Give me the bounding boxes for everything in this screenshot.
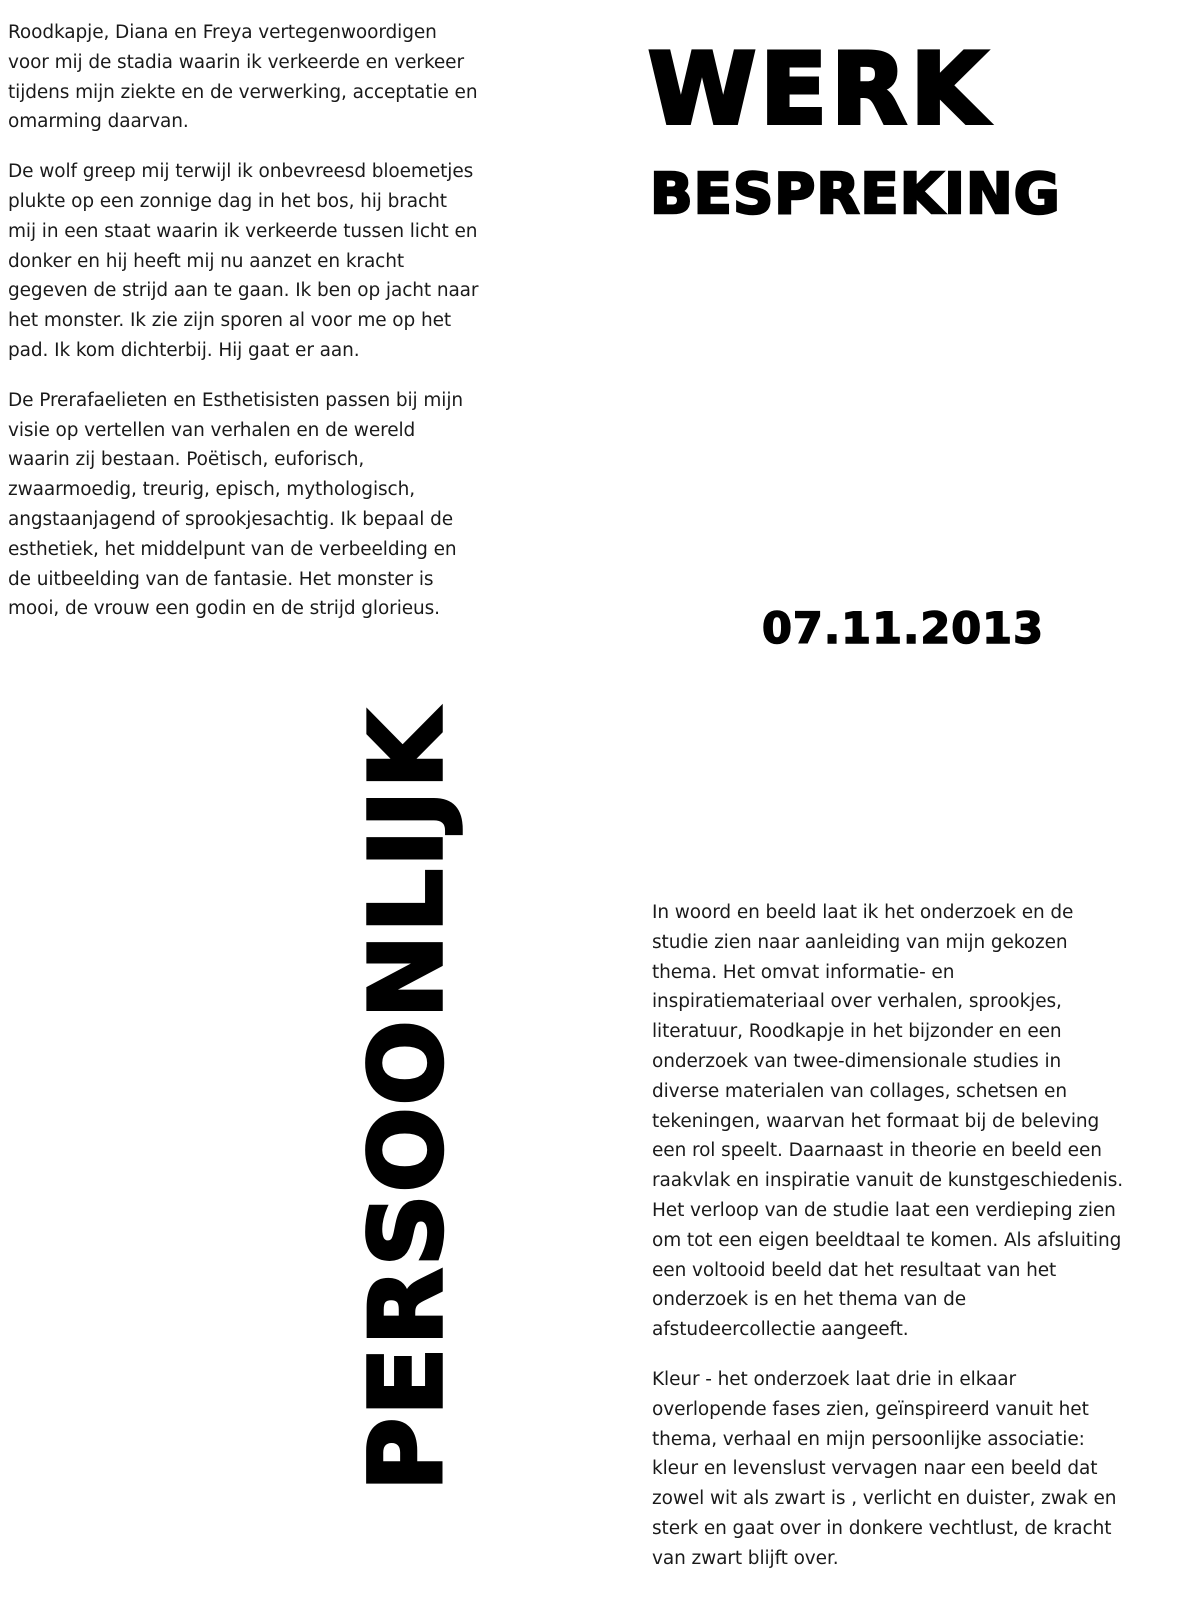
vertical-title-container [348, 640, 465, 1560]
right-paragraph-1: In woord en beeld laat ik het onderzoek en de studie zien naar aanleiding van mijn gekozen thema. Het omvat informatie- en inspiratiemateriaal over verhalen, sprookjes, literatuur, Roodkapje in het bijzonder en een onderzoek van twee-dimensionale studies in diverse materialen van collages, schetsen en tekeningen, waarvan het formaat bij de beleving een rol speelt. Daarnaast in theorie en beeld een raakvlak en inspiratie vanuit de kunstgeschiedenis. Het verloop van de studie laat een verdieping zien om tot een eigen beeldtaal te komen. Als afsluiting een voltooid beeld dat het resultaat van het onderzoek is en het thema van de afstudeercollectie aangeeft. [652, 902, 1124, 1341]
document-date: 07.11.2013 [762, 604, 1045, 654]
left-paragraph-1: Roodkapje, Diana en Freya vertegenwoordigen voor mij de stadia waarin ik verkeerde en verkeer tijdens mijn ziekte en de verwerking, acceptatie en omarming daarvan. [8, 22, 478, 133]
left-text-column [8, 18, 480, 644]
left-paragraph-3: De Prerafaelieten en Esthetisisten passen bij mijn visie op vertellen van verhalen en de wereld waarin zij bestaan. Poëtisch, euforisch, zwaarmoedig, treurig, episch, mythologisch, angstaanjagend of sprookjesachtig. Ik bepaal de esthetiek, het middelpunt van de verbeelding en de uitbeelding van de fantasie. Het monster is mooi, de vrouw een godin en de strijd glorieus. [8, 389, 463, 620]
right-paragraph-2: Kleur - het onderzoek laat drie in elkaar overlopende fases zien, geïnspireerd vanuit het thema, verhaal en mijn persoonlijke associatie: kleur en levenslust vervagen naar een beeld dat zowel wit als zwart is , verlicht en duister, zwak en sterk en gaat over in donkere vechtlust, de kracht van zwart blijft over. [652, 1368, 1117, 1569]
right-text-column [652, 898, 1132, 1594]
heading-werk: WERK [648, 33, 991, 147]
left-paragraph-2: De wolf greep mij terwijl ik onbevreesd bloemetjes plukte op een zonnige dag in het bos, hij bracht mij in een staat waarin ik verkeerde tussen licht en donker en hij heeft mij nu aanzet en kracht gegeven de strijd aan te gaan. Ik ben op jacht naar het monster. Ik zie zijn sporen al voor me op het pad. Ik kom dichterbij. Hij gaat er aan. [8, 161, 479, 361]
vertical-title: PERSOONLIJK [348, 709, 465, 1491]
heading-bespreking: BESPREKING [650, 162, 1061, 227]
